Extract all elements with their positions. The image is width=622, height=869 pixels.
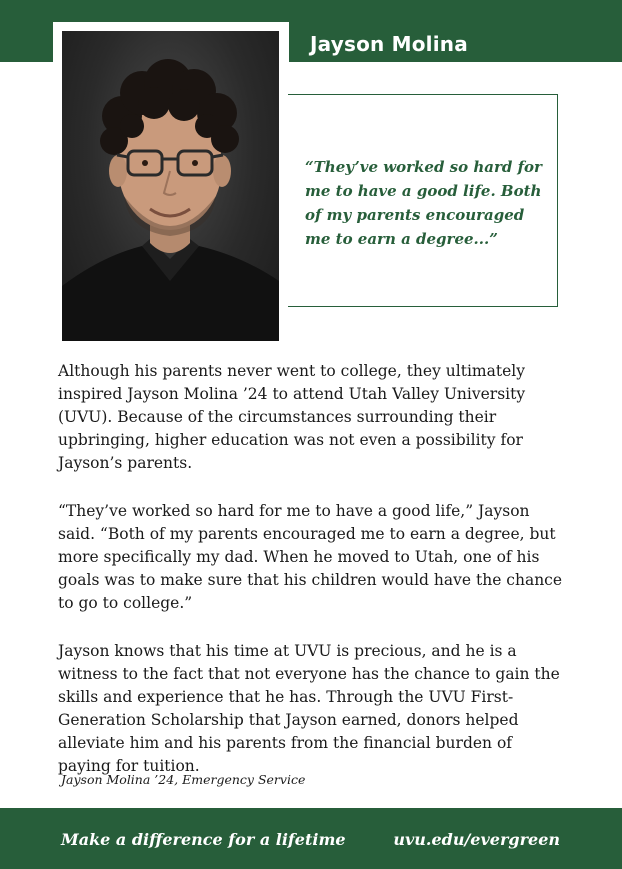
body-paragraph-3: Jayson knows that his time at UVU is precious, and he is a witness to the fact that not everyone has the chance to gain the skills and experience that he has. Through the UVU First-Generation Scholarship that Jayson earned, donors helped alleviate him and his parents from the financial burden of paying for tuition. — [58, 642, 560, 775]
photo-caption: Jayson Molina ’24, Emergency Service — [61, 772, 306, 787]
body-paragraph-1: Although his parents never went to college, they ultimately inspired Jayson Molina ’24 to attend Utah Valley University (UVU). Because of the circumstances surrounding their upbringing, higher education was not even a possibility for Jayson’s parents. — [58, 362, 526, 472]
profile-name: Jayson Molina — [310, 32, 468, 56]
portrait-photo — [62, 31, 279, 341]
pull-quote: “They’ve worked so hard for me to have a good life. Both of my parents encouraged me to earn a degree...” — [305, 158, 542, 248]
footer-tagline: Make a difference for a lifetime — [61, 830, 346, 849]
body-paragraph-2: “They’ve worked so hard for me to have a good life,” Jayson said. “Both of my parents encouraged me to earn a degree, but more specifically my dad. When he moved to Utah, one of his goals was to make sure that his children would have the chance to go to college.” — [58, 502, 563, 612]
footer-url-link[interactable]: uvu.edu/evergreen — [393, 830, 560, 849]
portrait-illustration — [62, 31, 279, 341]
